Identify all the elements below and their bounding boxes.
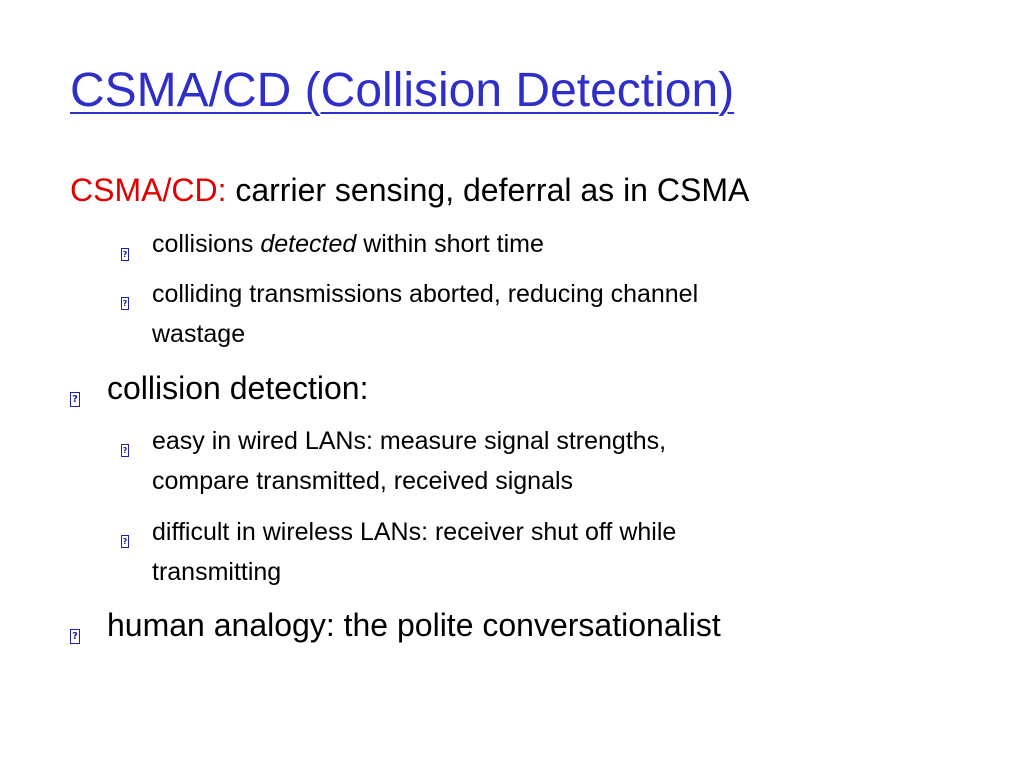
sub4-line2: transmitting <box>152 558 282 586</box>
bullet-icon: ? <box>122 537 128 546</box>
sub2-line1: colliding transmissions aborted, reducing channel <box>152 280 699 308</box>
point-collision-detection: collision detection: <box>107 370 369 406</box>
intro-line <box>70 171 749 209</box>
intro-prefix: CSMA/CD: <box>70 172 227 208</box>
bullet-icon: ? <box>70 629 80 644</box>
sub3-line1: easy in wired LANs: measure signal strengths, <box>152 427 667 455</box>
sub1-after: within short time <box>356 230 544 258</box>
sub1-before: collisions <box>152 230 261 258</box>
sub1-emphasis: detected <box>260 230 357 258</box>
sub2-line2: wastage <box>152 320 246 348</box>
slide-title: CSMA/CD (Collision Detection) <box>70 64 735 117</box>
bullet-icon: ? <box>70 392 80 407</box>
bullet-icon: ? <box>122 299 128 308</box>
intro-text: carrier sensing, deferral as in CSMA <box>235 172 750 208</box>
bullet-icon: ? <box>122 446 128 455</box>
bullet-icon: ? <box>122 250 128 259</box>
point-human-analogy: human analogy: the polite conversationalist <box>107 607 721 643</box>
sub-bullet-collisions-detected <box>152 226 544 262</box>
sub3-line2: compare transmitted, received signals <box>152 467 574 495</box>
sub4-line1: difficult in wireless LANs: receiver shut off while <box>152 518 677 546</box>
